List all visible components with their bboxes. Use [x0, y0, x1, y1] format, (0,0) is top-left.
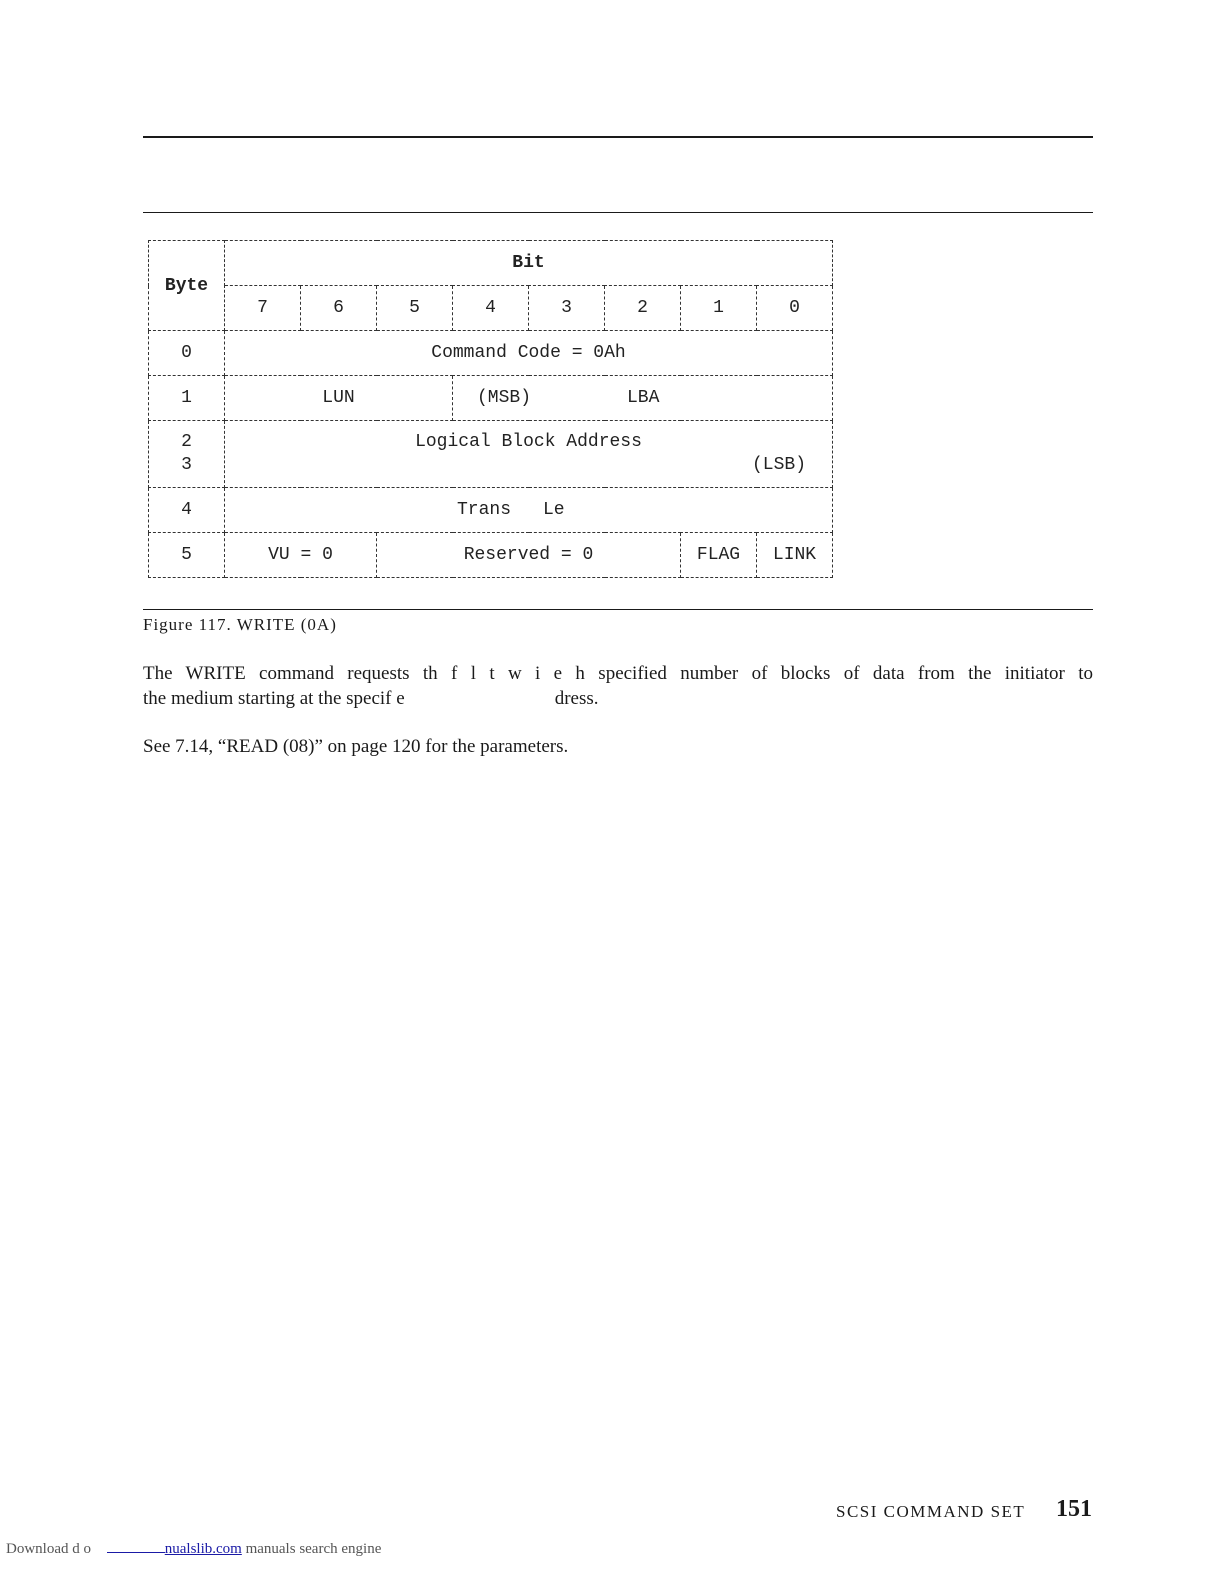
paragraph-text: f l t w i e h [451, 663, 585, 684]
paragraph-text: specified number of blocks of data from the initiator to [598, 663, 1094, 684]
write-command-table [148, 240, 833, 578]
paragraph-text: the medium starting at the specif e [143, 688, 405, 709]
download-footer [6, 1541, 381, 1558]
figure-caption: Figure 117. WRITE (0A) [143, 615, 337, 634]
byte-number: 3 [181, 455, 192, 475]
le-label: Le [543, 500, 565, 520]
bit-1: 1 [681, 286, 757, 331]
byte-number: 0 [149, 331, 225, 376]
header-rule-top [143, 136, 1093, 138]
table-row [149, 488, 833, 533]
download-text: Download d o [6, 1541, 91, 1557]
page-number: 151 [1056, 1496, 1092, 1522]
download-tail: manuals search engine [245, 1541, 382, 1557]
paragraph-text: dress. [554, 688, 599, 709]
section-title: SCSI COMMAND SET [836, 1502, 1026, 1521]
lba-label: LBA [627, 388, 660, 408]
body-paragraph-1 [143, 661, 1093, 711]
bit-0: 0 [757, 286, 833, 331]
lsb-label: (LSB) [751, 455, 806, 475]
body-paragraph-2: See 7.14, “READ (08)” on page 120 for the parameters. [143, 736, 569, 757]
vu-cell: VU = 0 [225, 533, 377, 578]
byte-header: Byte [149, 241, 225, 331]
lun-cell: LUN [225, 376, 453, 421]
command-code-cell: Command Code = 0Ah [225, 331, 833, 376]
table-row [149, 533, 833, 578]
table-row [149, 331, 833, 376]
byte-number: 1 [149, 376, 225, 421]
caption-rule [143, 609, 1093, 610]
bit-header: Bit [225, 241, 833, 286]
byte-number: 4 [149, 488, 225, 533]
reserved-cell: Reserved = 0 [377, 533, 681, 578]
bit-4: 4 [453, 286, 529, 331]
link-cell: LINK [757, 533, 833, 578]
manualslib-link[interactable]: nualslib.com [107, 1541, 242, 1557]
bit-7: 7 [225, 286, 301, 331]
logical-block-address-cell [225, 421, 833, 488]
bit-2: 2 [605, 286, 681, 331]
transfer-length-cell [225, 488, 833, 533]
byte-number: 5 [149, 533, 225, 578]
table-row [149, 376, 833, 421]
header-rule-bottom [143, 212, 1093, 213]
table-row [149, 421, 833, 488]
flag-cell: FLAG [681, 533, 757, 578]
msb-label: (MSB) [477, 388, 532, 408]
trans-label: Trans [457, 500, 512, 520]
logical-block-address-label: Logical Block Address [415, 432, 642, 452]
paragraph-text: The WRITE command requests th [143, 663, 438, 684]
bit-5: 5 [377, 286, 453, 331]
bit-3: 3 [529, 286, 605, 331]
byte-number-2-3 [149, 421, 225, 488]
byte-number: 2 [181, 432, 192, 452]
bit-6: 6 [301, 286, 377, 331]
lba-msb-cell [453, 376, 833, 421]
